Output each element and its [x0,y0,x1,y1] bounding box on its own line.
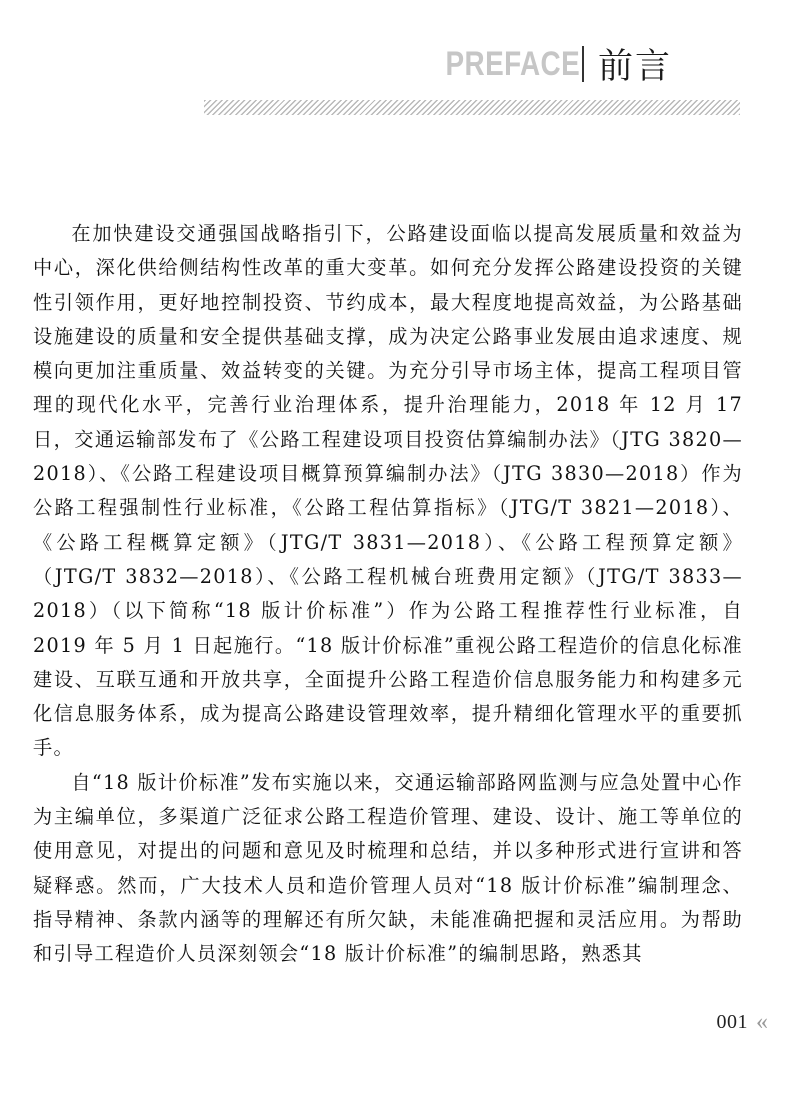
paragraph: 自“18 版计价标准”发布实施以来，交通运输部路网监测与应急处置中心作为主编单位，多渠道广泛征求公路工程造价管理、建设、设计、施工等单位的使用意见，对提出的问题和意见及时梳理和总结，并以多种形式进行宣讲和答疑释惑。然而，广大技术人员和造价管理人员对“18 版计价标准”编制理念、指导精神、条款内涵等的理解还有所欠缺，未能准确把握和灵活应用。为帮助和引导工程造价人员深刻领会“18 版计价标准”的编制思路，熟悉其 [33,770,743,966]
header-title-en: PREFACE [445,44,580,83]
body-text [33,217,743,972]
header-title-zh: 前言 [597,47,672,87]
page-footer [717,1010,769,1034]
double-chevron-left-icon: « [756,1009,768,1035]
header-hatch-divider [204,100,740,115]
page-number: 001 [716,1010,748,1033]
page-header [416,42,672,86]
paragraph: 在加快建设交通强国战略指引下，公路建设面临以提高发展质量和效益为中心，深化供给侧结构性改革的重大变革。如何充分发挥公路建设投资的关键性引领作用，更好地控制投资、节约成本，最大程度地提高效益，为公路基础设施建设的质量和安全提供基础支撑，成为决定公路事业发展由追求速度、规模向更加注重质量、效益转变的关键。为充分引导市场主体，提高工程项目管理的现代化水平，完善行业治理体系，提升治理能力，2018 年 12 月 17 日，交通运输部发布了《公路工程建设项目投资估算编制办法》（JTG 3820—2018）、《公路工程建设项目概算预算编制办法》（JTG 3830—2018）作为公路工程强制性行业标准，《公路工程估算指标》（JTG/T 3821—2018）、《公路工程概算定额》（JTG/T 3831—2018）、《公路工程预算定额》（JTG/T 3832—2018）、《公路工程机械台班费用定额》（JTG/T 3833—2018）（以下简称“18 版计价标准”）作为公路工程推荐性行业标准，自 2019 年 5 月 1 日起施行。“18 版计价标准”重视公路工程造价的信息化标准建设、互联互通和开放共享，全面提升公路工程造价信息服务能力和构建多元化信息服务体系，成为提高公路建设管理效率，提升精细化管理水平的重要抓手。 [33,222,743,760]
header-separator [582,46,584,82]
